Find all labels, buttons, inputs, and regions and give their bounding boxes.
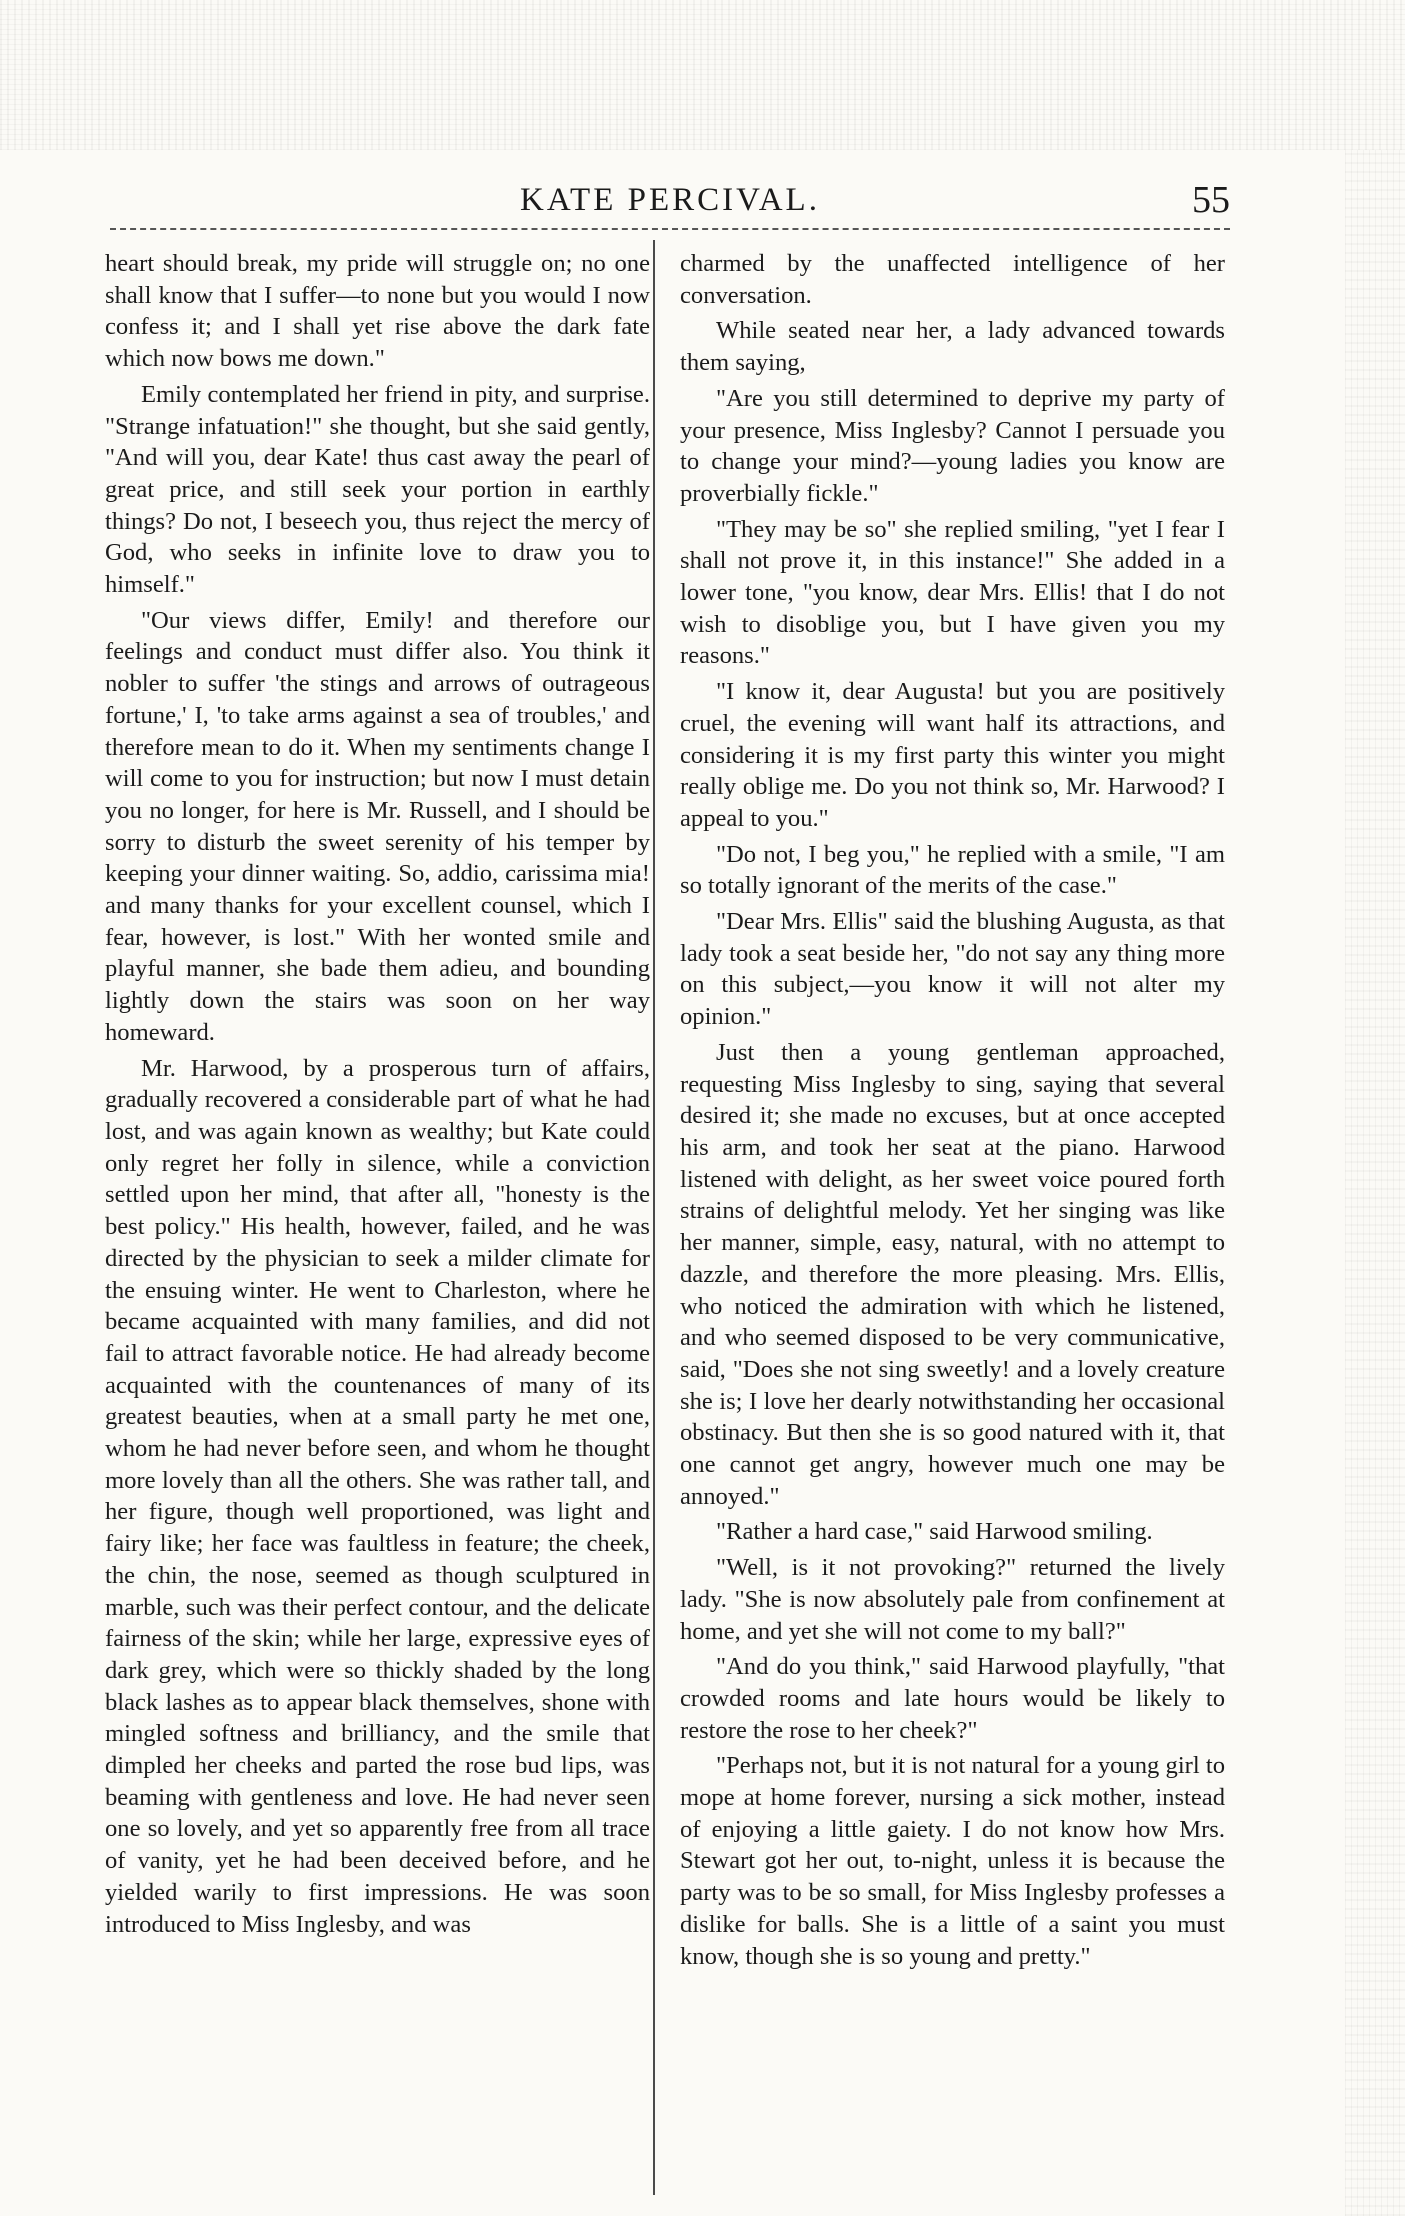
paragraph: "Well, is it not provoking?" returned the lively lady. "She is now absolutely pale from confinement at home, and yet she will not come to my ball?" bbox=[680, 1554, 1225, 1645]
running-title: KATE PERCIVAL. bbox=[520, 182, 820, 218]
header-rule bbox=[110, 228, 1230, 230]
paragraph: Emily contemplated her friend in pity, and surprise. "Strange infatuation!" she thought, but she said gently, "And will you, dear Kate! thus cast away the pearl of great price, and still seek your portion in earthly things? Do not, I beseech you, thus reject the mercy of God, who seeks in infinite love to draw you to himself." bbox=[105, 380, 650, 599]
page-number: 55 bbox=[1192, 179, 1230, 221]
scan-noise-top bbox=[0, 0, 1405, 150]
scan-noise-right bbox=[1345, 150, 1405, 2216]
paragraph: charmed by the unaffected intelligence of her conversation. bbox=[680, 250, 1225, 309]
paragraph: "And do you think," said Harwood playfully, "that crowded rooms and late hours would be likely to restore the rose to her cheek?" bbox=[680, 1653, 1225, 1744]
paragraph: Just then a young gentleman approached, requesting Miss Inglesby to sing, saying that several desired it; she made no excuses, but at once accepted his arm, and took her seat at the piano. Harwood listened with delight, as her sweet voice poured forth strains of delightful melody. Yet her singing was like her manner, simple, easy, natural, with no attempt to dazzle, and therefore the more pleasing. Mrs. Ellis, who noticed the admiration with which he listened, and who seemed disposed to be very communicative, said, "Does she not sing sweetly! and a lovely creature she is; I love her dearly notwithstanding her occasional obstinacy. But then she is so good natured with it, that one cannot get angry, however much one may be annoyed." bbox=[680, 1038, 1225, 1510]
paragraph: "I know it, dear Augusta! but you are positively cruel, the evening will want half its attractions, and considering it is my first party this winter you might really oblige me. Do you not think so, Mr. Harwood? I appeal to you." bbox=[680, 678, 1225, 832]
column-divider bbox=[653, 240, 655, 2195]
right-column bbox=[680, 248, 1225, 1976]
paragraph: "Rather a hard case," said Harwood smiling. bbox=[716, 1518, 1153, 1546]
paragraph: "Are you still determined to deprive my party of your presence, Miss Inglesby? Cannot I persuade you to change your mind?—young ladies you know are proverbially fickle." bbox=[680, 384, 1225, 507]
paragraph: Mr. Harwood, by a prosperous turn of affairs, gradually recovered a considerable part of what he had lost, and was again known as wealthy; but Kate could only regret her folly in silence, while a conviction settled upon her mind, that after all, "honesty is the best policy." His health, however, failed, and he was directed by the physician to seek a milder climate for the ensuing winter. He went to Charleston, where he became acquainted with many families, and did not fail to attract favorable notice. He had already become acquainted with the countenances of many of its greatest beauties, when at a small party he met one, whom he had never before seen, and whom he thought more lovely than all the others. She was rather tall, and her figure, though well proportioned, was light and fairy like; her face was faultless in feature; the cheek, the chin, the nose, seemed as though sculptured in marble, such was their perfect contour, and the delicate fairness of the skin; while her large, expressive eyes of dark grey, which were so thickly shaded by the long black lashes as to appear black themselves, shone with mingled softness and brilliancy, and the smile that dimpled her cheeks and parted the rose bud lips, was beaming with gentleness and love. He had never seen one so lovely, and yet so apparently free from all trace of vanity, yet he had been deceived before, and he yielded warily to first impressions. He was soon introduced to Miss Inglesby, and was bbox=[105, 1054, 650, 1938]
paragraph: "Perhaps not, but it is not natural for a young girl to mope at home forever, nursing a sick mother, instead of enjoying a little gaiety. I do not know how Mrs. Stewart got her out, to-night, unless it is because the party was to be so small, for Miss Inglesby professes a dislike for balls. She is a little of a saint you must know, though she is so young and pretty." bbox=[680, 1752, 1225, 1970]
paragraph: heart should break, my pride will struggle on; no one shall know that I suffer—to none but you would I now confess it; and I shall yet rise above the dark fate which now bows me down." bbox=[105, 250, 650, 373]
paragraph: "Dear Mrs. Ellis" said the blushing Augusta, as that lady took a seat beside her, "do not say any thing more on this subject,—you know it will not alter my opinion." bbox=[680, 908, 1225, 1031]
paragraph: "They may be so" she replied smiling, "yet I fear I shall not prove it, in this instance!" She added in a lower tone, "you know, dear Mrs. Ellis! that I do not wish to disoblige you, but I have given you my reasons." bbox=[680, 515, 1225, 670]
paragraph: "Our views differ, Emily! and therefore our feelings and conduct must differ also. You think it nobler to suffer 'the stings and arrows of outrageous fortune,' I, 'to take arms against a sea of troubles,' and therefore mean to do it. When my sentiments change I will come to you for instruction; but now I must detain you no longer, for here is Mr. Russell, and I should be sorry to disturb the sweet serenity of his temper by keeping your dinner waiting. So, addio, carissima mia! and many thanks for your excellent counsel, which I fear, however, is lost." With her wonted smile and playful manner, she bade them adieu, and bounding lightly down the stairs was soon on her way homeward. bbox=[105, 606, 650, 1046]
paragraph: While seated near her, a lady advanced towards them saying, bbox=[680, 317, 1225, 377]
left-column bbox=[105, 248, 650, 1944]
paragraph: "Do not, I beg you," he replied with a smile, "I am so totally ignorant of the merits of the case." bbox=[680, 840, 1225, 900]
